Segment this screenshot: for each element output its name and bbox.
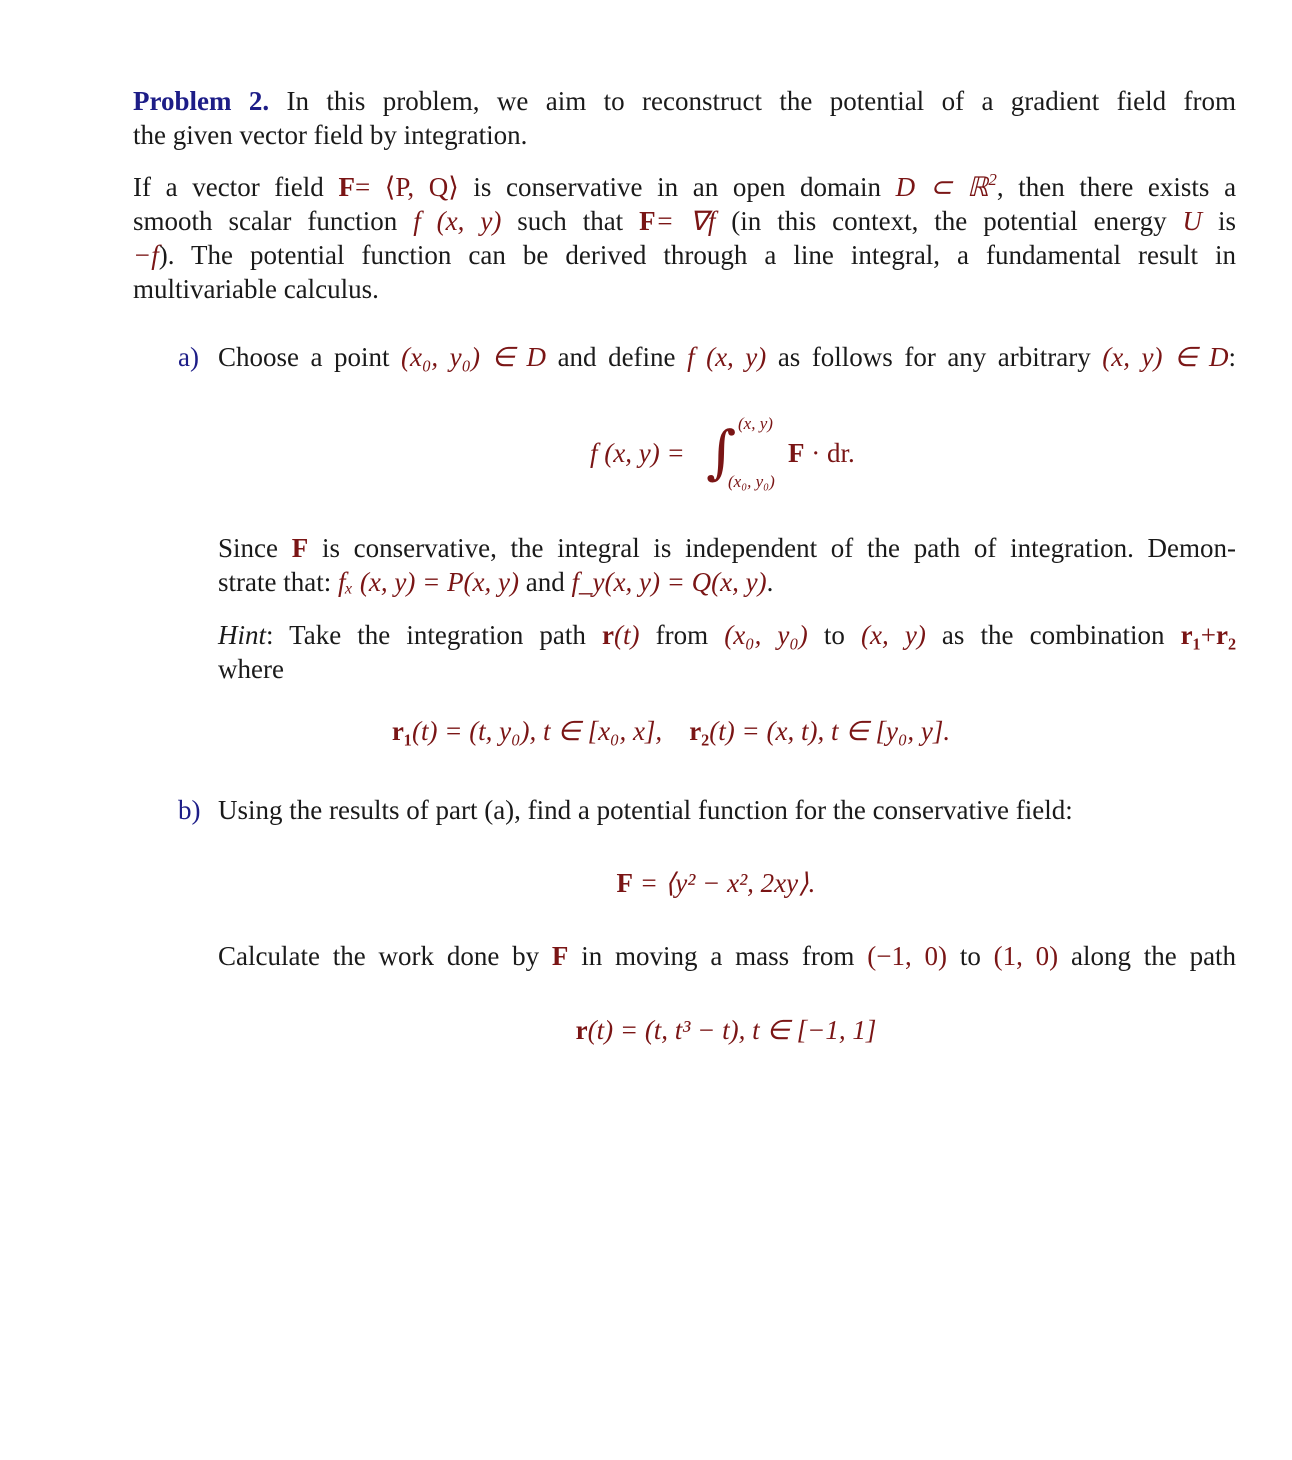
vector-F: F bbox=[291, 533, 309, 563]
vector-r2: r₂ bbox=[1216, 620, 1237, 650]
math-expr: (t) = (t, y₀), t ∈ [x₀, x], bbox=[411, 716, 663, 746]
text: smooth scalar function bbox=[133, 206, 398, 236]
text: and define bbox=[557, 342, 676, 372]
vector-F: F bbox=[788, 438, 805, 468]
math-expr: D ⊂ ℝ bbox=[895, 172, 989, 202]
lower-limit: (x₀, y₀) bbox=[728, 472, 775, 491]
text: , then there exists a bbox=[996, 172, 1237, 202]
field-display bbox=[0, 866, 1292, 900]
text: in moving a mass from bbox=[581, 941, 855, 971]
math-expr: f (x, y) bbox=[687, 342, 767, 372]
math-arg: (t) bbox=[614, 620, 640, 650]
intro-text-2: the given vector field by integration. bbox=[133, 120, 528, 150]
vector-F: F bbox=[551, 941, 569, 971]
math-expr: f_y(x, y) = Q(x, y) bbox=[571, 567, 767, 597]
text: is bbox=[1217, 206, 1236, 236]
problem-intro-line2 bbox=[133, 118, 1236, 152]
text: to bbox=[959, 941, 981, 971]
text: Since bbox=[218, 533, 278, 563]
text: If a vector field bbox=[133, 172, 324, 202]
math-expr-point bbox=[1102, 342, 1228, 372]
upper-limit: (x, y) bbox=[738, 414, 773, 433]
text: and bbox=[525, 567, 565, 597]
text: as follows for any arbitrary bbox=[777, 342, 1091, 372]
text: is conservative in an open domain bbox=[473, 172, 881, 202]
math-expr: (x₀, y₀) ∈ D bbox=[401, 342, 547, 372]
math-expr: (x, y) ∈ D bbox=[1102, 342, 1229, 372]
math-expr: (t) = (t, t³ − t), t ∈ [−1, 1] bbox=[587, 1015, 877, 1045]
text: as the combination bbox=[941, 620, 1165, 650]
text: from bbox=[655, 620, 709, 650]
path-display bbox=[0, 714, 1292, 748]
text: where bbox=[218, 654, 284, 684]
vector-F: F bbox=[338, 172, 355, 202]
vector-r: r bbox=[602, 620, 615, 650]
superscript: 2 bbox=[988, 170, 997, 189]
text: : bbox=[1228, 342, 1237, 372]
integral-display bbox=[590, 408, 890, 498]
path-r-display bbox=[0, 1013, 1292, 1047]
para-line1 bbox=[133, 170, 1236, 204]
hint-label: Hint bbox=[218, 620, 267, 650]
vector-r1: r₁ bbox=[391, 716, 412, 746]
text: : Take the integration path bbox=[266, 620, 586, 650]
math-expr: −f bbox=[133, 240, 159, 270]
intro-text-1: In this problem, we aim to reconstruct the potential of a gradient field from bbox=[286, 86, 1237, 116]
vector-r2: r₂ bbox=[689, 716, 710, 746]
math-expr: = ∇f bbox=[655, 206, 716, 236]
integral-sign: ∫ bbox=[706, 418, 737, 486]
vector-r1: r₁ bbox=[1180, 620, 1201, 650]
math-expr: fₓ (x, y) = P(x, y) bbox=[337, 567, 520, 597]
math-expr: U bbox=[1182, 206, 1203, 236]
text: along the path bbox=[1071, 941, 1237, 971]
text: ). The potential function can be derived through a line integral, a fundamental result in bbox=[158, 240, 1236, 270]
part-a-strate-line bbox=[218, 565, 1236, 599]
plus-sign: + bbox=[1200, 620, 1216, 650]
part-a-label: a) bbox=[178, 342, 199, 372]
math-expr: f (x, y) bbox=[413, 206, 502, 236]
text: Using the results of part (a), find a potential function for the conservative field: bbox=[218, 795, 1073, 825]
math-expr: = ⟨y² − x², 2xy⟩. bbox=[639, 868, 816, 898]
para-line2 bbox=[133, 204, 1236, 238]
part-a-line1 bbox=[218, 340, 1236, 374]
vector-F: F bbox=[639, 206, 656, 236]
vector-r: r bbox=[575, 1015, 588, 1045]
text: strate that: bbox=[218, 567, 332, 597]
para-line3 bbox=[133, 238, 1236, 272]
math-expr: (t) = (x, t), t ∈ [y₀, y]. bbox=[709, 716, 951, 746]
part-a-since-line bbox=[218, 531, 1236, 565]
text: to bbox=[823, 620, 845, 650]
part-b-calc-line bbox=[218, 939, 1236, 973]
vector-F: F bbox=[616, 868, 634, 898]
integrand-rest: · dr. bbox=[811, 438, 855, 468]
integral-lhs: f (x, y) = bbox=[590, 438, 685, 468]
text: . bbox=[766, 567, 774, 597]
text: Choose a point bbox=[218, 342, 390, 372]
math-expr: = ⟨P, Q⟩ bbox=[354, 172, 459, 202]
part-a-where-line bbox=[218, 652, 1236, 686]
text: multivariable calculus. bbox=[133, 274, 379, 304]
math-expr: (x₀, y₀) bbox=[724, 620, 808, 650]
part-b-label: b) bbox=[178, 795, 201, 825]
integrand bbox=[788, 436, 855, 470]
part-a-hint-line bbox=[218, 618, 1236, 652]
problem-intro-line1 bbox=[133, 84, 1236, 118]
math-expr bbox=[602, 620, 639, 650]
problem-heading: Problem 2. bbox=[133, 86, 270, 116]
math-expr bbox=[1181, 620, 1236, 650]
math-expr: (x, y) bbox=[861, 620, 926, 650]
text: (in this context, the potential energy bbox=[731, 206, 1167, 236]
math-expr: (1, 0) bbox=[993, 941, 1059, 971]
part-b-line1 bbox=[218, 793, 1236, 827]
para-line4 bbox=[133, 272, 1236, 306]
math-domain bbox=[896, 172, 997, 202]
text: such that bbox=[517, 206, 624, 236]
text: is conservative, the integral is independent of the path of integration. Demon- bbox=[321, 533, 1237, 563]
math-expr: (−1, 0) bbox=[867, 941, 947, 971]
text: Calculate the work done by bbox=[218, 941, 540, 971]
